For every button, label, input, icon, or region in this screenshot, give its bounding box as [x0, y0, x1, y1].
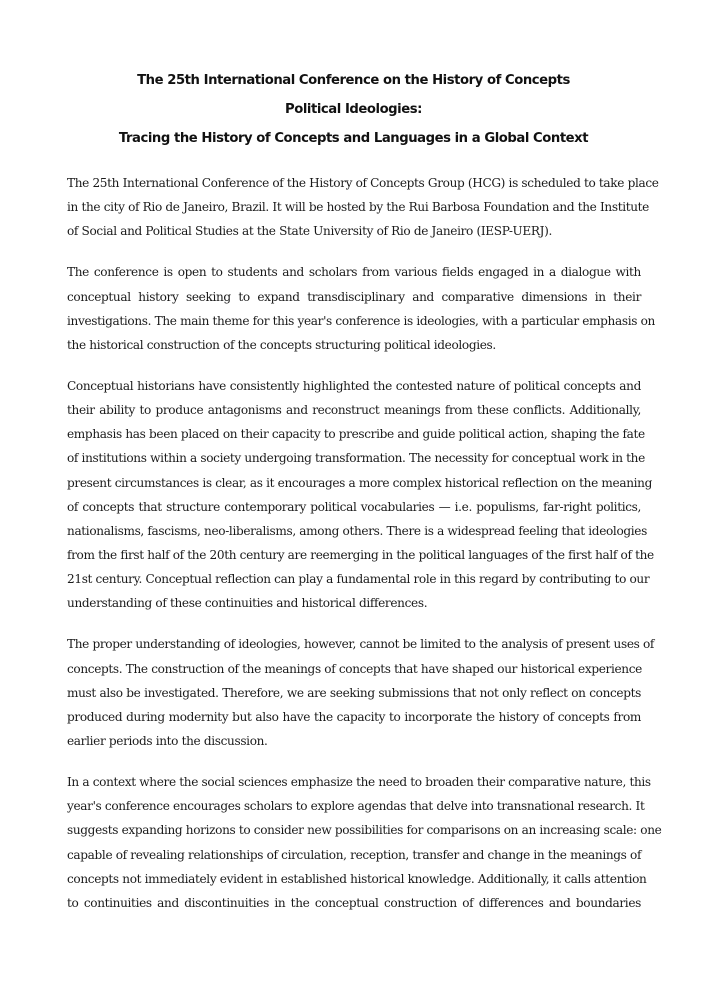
paragraph [67, 770, 662, 915]
text-line: understanding of these continuities and historical differences. [67, 596, 428, 611]
text-line: present circumstances is clear, as it encourages a more complex historical reflection on the meaning [67, 475, 652, 490]
text-line: of Social and Political Studies at the State University of Rio de Janeiro (IESP-UERJ). [67, 224, 552, 239]
text-line: The proper understanding of ideologies, however, cannot be limited to the analysis of present uses of [67, 637, 655, 652]
text-line: must also be investigated. Therefore, we are seeking submissions that not only reflect on concepts [67, 685, 641, 700]
document-body [67, 171, 662, 932]
text-line: In a context where the social sciences emphasize the need to broaden their comparative nature, this [67, 775, 651, 790]
text-line: concepts not immediately evident in established historical knowledge. Additionally, it calls attention [67, 871, 647, 886]
title-block [40, 66, 667, 153]
text-line: to continuities and discontinuities in the conceptual construction of differences and boundaries [67, 895, 641, 910]
text-line: produced during modernity but also have the capacity to incorporate the history of concepts from [67, 709, 641, 724]
text-line: The 25th International Conference of the History of Concepts Group (HCG) is scheduled to take place [67, 176, 659, 190]
text-line: conceptual history seeking to expand transdisciplinary and comparative dimensions in their [67, 289, 641, 304]
text-line: suggests expanding horizons to consider new possibilities for comparisons on an increasing scale: one [67, 823, 662, 838]
text-line: earlier periods into the discussion. [67, 733, 268, 748]
text-line: of institutions within a society undergoing transformation. The necessity for conceptual work in the [67, 451, 645, 466]
text-line: nationalisms, fascisms, neo-liberalisms, among others. There is a widespread feeling that ideologies [67, 523, 647, 538]
paragraph [67, 171, 659, 243]
text-line: concepts. The construction of the meanings of concepts that have shaped our historical experience [67, 661, 642, 676]
text-line: 21st century. Conceptual reflection can play a fundamental role in this regard by contributing to our [67, 572, 650, 587]
paragraph [67, 260, 655, 357]
text-line: year's conference encourages scholars to explore agendas that delve into transnational research. It [67, 799, 645, 814]
conference-title: The 25th International Conference on the History of Concepts [137, 73, 570, 88]
text-line: capable of revealing relationships of circulation, reception, transfer and change in the meanings of [67, 847, 642, 862]
text-line: investigations. The main theme for this year's conference is ideologies, with a particular emphasis on [67, 313, 655, 328]
text-line: their ability to produce antagonisms and reconstruct meanings from these conflicts. Additionally, [67, 403, 641, 418]
conference-subtitle: Political Ideologies: [285, 102, 422, 117]
text-line: The conference is open to students and scholars from various fields engaged in a dialogue with [67, 265, 641, 280]
text-line: emphasis has been placed on their capacity to prescribe and guide political action, shaping the fate [67, 427, 645, 442]
paragraph [67, 632, 655, 753]
paragraph [67, 374, 654, 615]
text-line: the historical construction of the concepts structuring political ideologies. [67, 337, 496, 352]
text-line: of concepts that structure contemporary political vocabularies — i.e. populisms, far-right politics, [67, 499, 641, 514]
text-line: Conceptual historians have consistently highlighted the contested nature of political concepts and [67, 378, 641, 393]
text-line: in the city of Rio de Janeiro, Brazil. It will be hosted by the Rui Barbosa Foundation and the Institute [67, 200, 649, 215]
text-line: from the first half of the 20th century are reemerging in the political languages of the first half of the [67, 547, 654, 562]
conference-tagline: Tracing the History of Concepts and Languages in a Global Context [118, 131, 589, 146]
